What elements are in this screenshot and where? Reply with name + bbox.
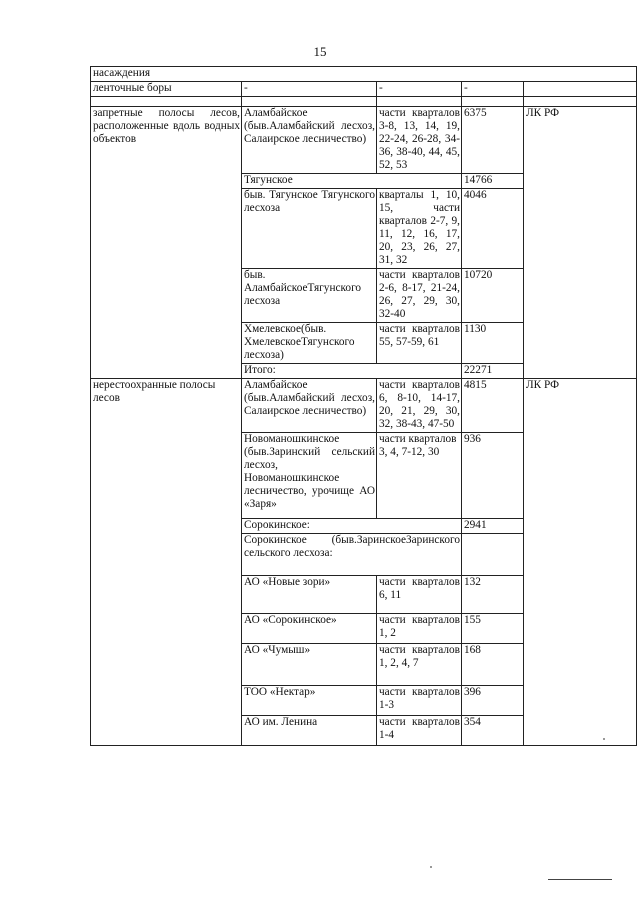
table-cell: Итого: bbox=[242, 364, 462, 379]
table-cell: Аламбайское (быв.Аламбайский лесхоз, Салаирское лесничество) bbox=[242, 379, 377, 433]
table-cell: 1130 bbox=[462, 323, 524, 364]
table-cell: быв. Тягунское Тягунского лесхоза bbox=[242, 189, 377, 269]
table-cell: Новоманошкинское (быв.Заринский сельский лесхоз, Новоманошкинское лесничество, урочище АО «Заря» bbox=[242, 433, 377, 519]
table-cell: - bbox=[377, 82, 462, 97]
table-cell: части кварталов 6, 8-10, 14-17, 20, 21, 29, 30, 32, 38-43, 47-50 bbox=[377, 379, 462, 433]
table-cell: 168 bbox=[462, 644, 524, 686]
table-row bbox=[91, 67, 637, 82]
table-cell: части кварталов 1, 2 bbox=[377, 614, 462, 644]
table-cell bbox=[524, 82, 637, 97]
table-cell: 4046 bbox=[462, 189, 524, 269]
table-row bbox=[91, 379, 637, 433]
table-cell: 10720 bbox=[462, 269, 524, 323]
table-cell: АО «Новые зори» bbox=[242, 576, 377, 614]
table-cell: 132 bbox=[462, 576, 524, 614]
table-cell: быв. АламбайскоеТягунского лесхоза bbox=[242, 269, 377, 323]
table-cell: 22271 bbox=[462, 364, 524, 379]
table-row bbox=[91, 107, 637, 174]
table-cell: 4815 bbox=[462, 379, 524, 433]
table-cell: части кварталов 1-4 bbox=[377, 716, 462, 746]
table-cell: ленточные боры bbox=[91, 82, 242, 97]
table-cell: 6375 bbox=[462, 107, 524, 174]
table-row bbox=[91, 97, 637, 107]
table-cell: части кварталов 1, 2, 4, 7 bbox=[377, 644, 462, 686]
table-cell: 936 bbox=[462, 433, 524, 519]
footer-rule bbox=[548, 879, 612, 880]
table-cell: - bbox=[242, 82, 377, 97]
table-cell: Хмелевское(быв. ХмелевскоеТягунского лесхоза) bbox=[242, 323, 377, 364]
table-cell: 14766 bbox=[462, 174, 524, 189]
table-cell: части кварталов 2-6, 8-17, 21-24, 26, 27, 29, 30, 32-40 bbox=[377, 269, 462, 323]
table-cell: 396 bbox=[462, 686, 524, 716]
table-cell: части кварталов 6, 11 bbox=[377, 576, 462, 614]
table-cell: кварталы 1, 10, 15, части кварталов 2-7, 9, 11, 12, 16, 17, 20, 23, 26, 27, 31, 32 bbox=[377, 189, 462, 269]
table-cell: АО «Сорокинское» bbox=[242, 614, 377, 644]
table-cell: 354 bbox=[462, 716, 524, 746]
table-cell: Аламбайское (быв.Аламбайский лесхоз, Салаирское лесничество) bbox=[242, 107, 377, 174]
table-cell: 2941 bbox=[462, 519, 524, 534]
table-cell: части кварталов 3, 4, 7-12, 30 bbox=[377, 433, 462, 519]
table-cell bbox=[462, 534, 524, 576]
table-cell: АО им. Ленина bbox=[242, 716, 377, 746]
table-cell: ТОО «Нектар» bbox=[242, 686, 377, 716]
page-number: 15 bbox=[313, 44, 327, 59]
table-cell: АО «Чумыш» bbox=[242, 644, 377, 686]
scan-speck bbox=[603, 738, 605, 740]
table-cell: ЛК РФ bbox=[524, 107, 637, 379]
table-cell: части кварталов 55, 57-59, 61 bbox=[377, 323, 462, 364]
table-cell: части кварталов 1-3 bbox=[377, 686, 462, 716]
table-cell: ЛК РФ bbox=[524, 379, 637, 746]
table-cell: насаждения bbox=[91, 67, 637, 82]
table-cell: - bbox=[462, 82, 524, 97]
forest-protection-table bbox=[90, 66, 637, 746]
table-cell: Сорокинское: bbox=[242, 519, 462, 534]
table-row bbox=[91, 82, 637, 97]
table-cell: запретные полосы лесов, расположенные вдоль водных объектов bbox=[91, 107, 242, 379]
table-cell: нерестоохранные полосы лесов bbox=[91, 379, 242, 746]
scan-speck bbox=[430, 866, 432, 868]
table-cell: Тягунское bbox=[242, 174, 462, 189]
table-cell: Сорокинское (быв.ЗаринскоеЗаринского сельского лесхоза: bbox=[242, 534, 462, 576]
table-cell: 155 bbox=[462, 614, 524, 644]
table-cell: части кварталов 3-8, 13, 14, 19, 22-24, 26-28, 34-36, 38-40, 44, 45, 52, 53 bbox=[377, 107, 462, 174]
